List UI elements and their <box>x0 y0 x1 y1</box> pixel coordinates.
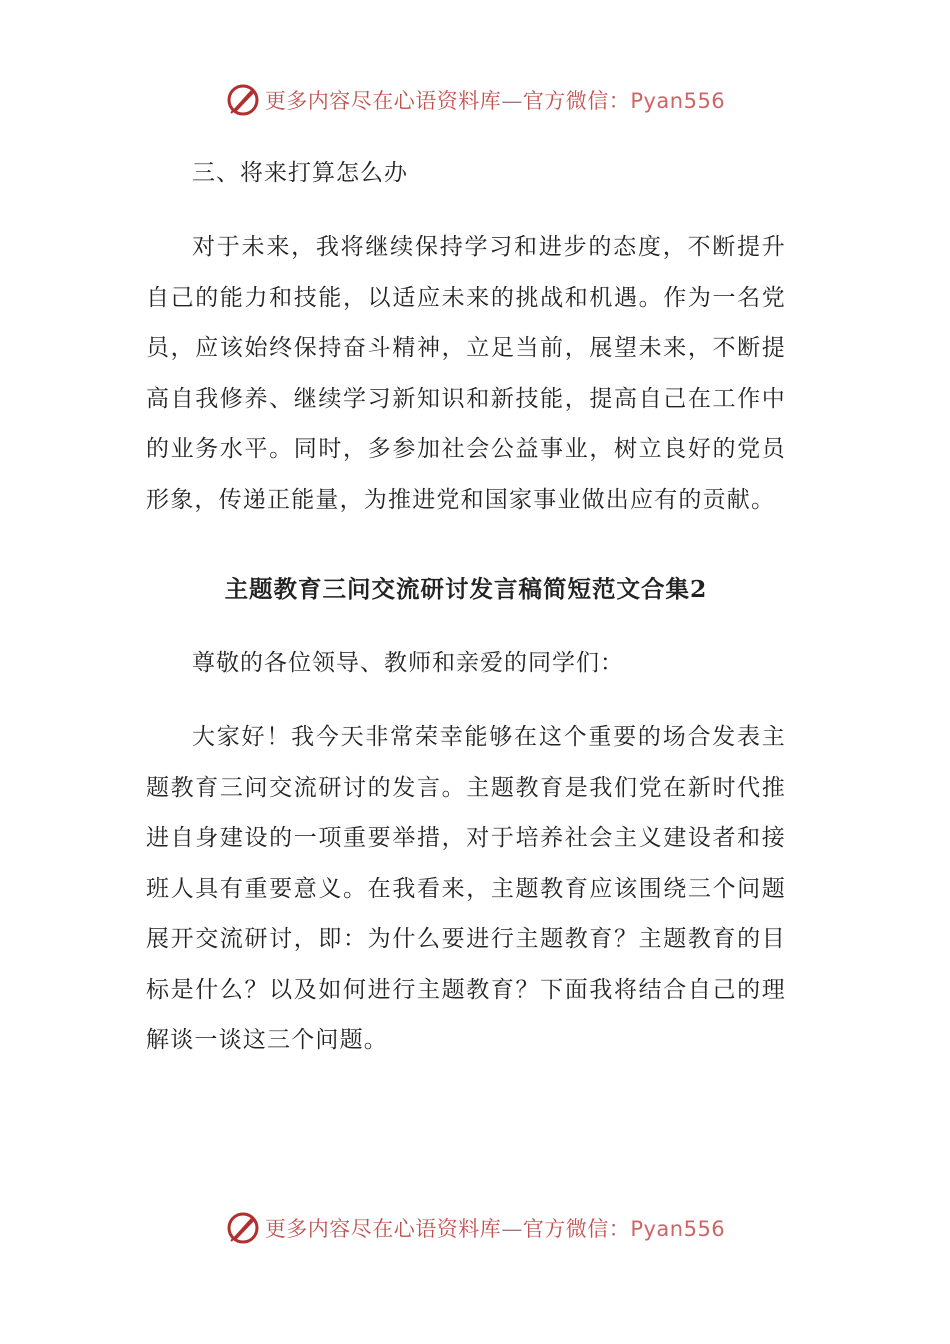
document-title: 主题教育三问交流研讨发言稿简短范文合集2 <box>224 575 708 603</box>
quill-logo-icon <box>225 82 261 118</box>
banner-wechat-id: Pyan556 <box>630 1217 726 1241</box>
salutation: 尊敬的各位领导、教师和亲爱的同学们： <box>192 650 624 676</box>
banner-wechat-id: Pyan556 <box>630 89 726 113</box>
paragraph-opening-remarks: 大家好！我今天非常荣幸能够在这个重要的场合发表主题教育三问交流研讨的发言。主题教育是我们党在新时代推进自身建设的一项重要举措，对于培养社会主义建设者和接班人具有重要意义。在我看来，主题教育应该围绕三个问题展开交流研讨，即：为什么要进行主题教育？主题教育的目标是什么？以及如何进行主题教育？下面我将结合自己的理解谈一谈这三个问题。 <box>146 724 786 1053</box>
banner-wechat-label: 官方微信： <box>522 1217 631 1241</box>
banner-wechat-label: 官方微信： <box>522 89 631 113</box>
section-heading: 三、将来打算怎么办 <box>192 160 408 186</box>
banner-separator: — <box>501 1217 523 1241</box>
quill-logo-icon <box>225 1210 261 1246</box>
banner-site-name: 更多内容尽在心语资料库 <box>264 89 502 113</box>
banner-site-name: 更多内容尽在心语资料库 <box>264 1217 502 1241</box>
header-watermark-banner <box>0 82 950 118</box>
document-body <box>146 148 786 1066</box>
footer-watermark-banner <box>0 1210 950 1246</box>
paragraph-future-plans: 对于未来，我将继续保持学习和进步的态度，不断提升自己的能力和技能，以适应未来的挑战和机遇。作为一名党员，应该始终保持奋斗精神，立足当前，展望未来，不断提高自我修养、继续学习新知识和新技能，提高自己在工作中的业务水平。同时，多参加社会公益事业，树立良好的党员形象，传递正能量，为推进党和国家事业做出应有的贡献。 <box>146 234 786 513</box>
banner-text <box>265 85 725 115</box>
banner-text <box>265 1213 725 1243</box>
banner-separator: — <box>501 89 523 113</box>
